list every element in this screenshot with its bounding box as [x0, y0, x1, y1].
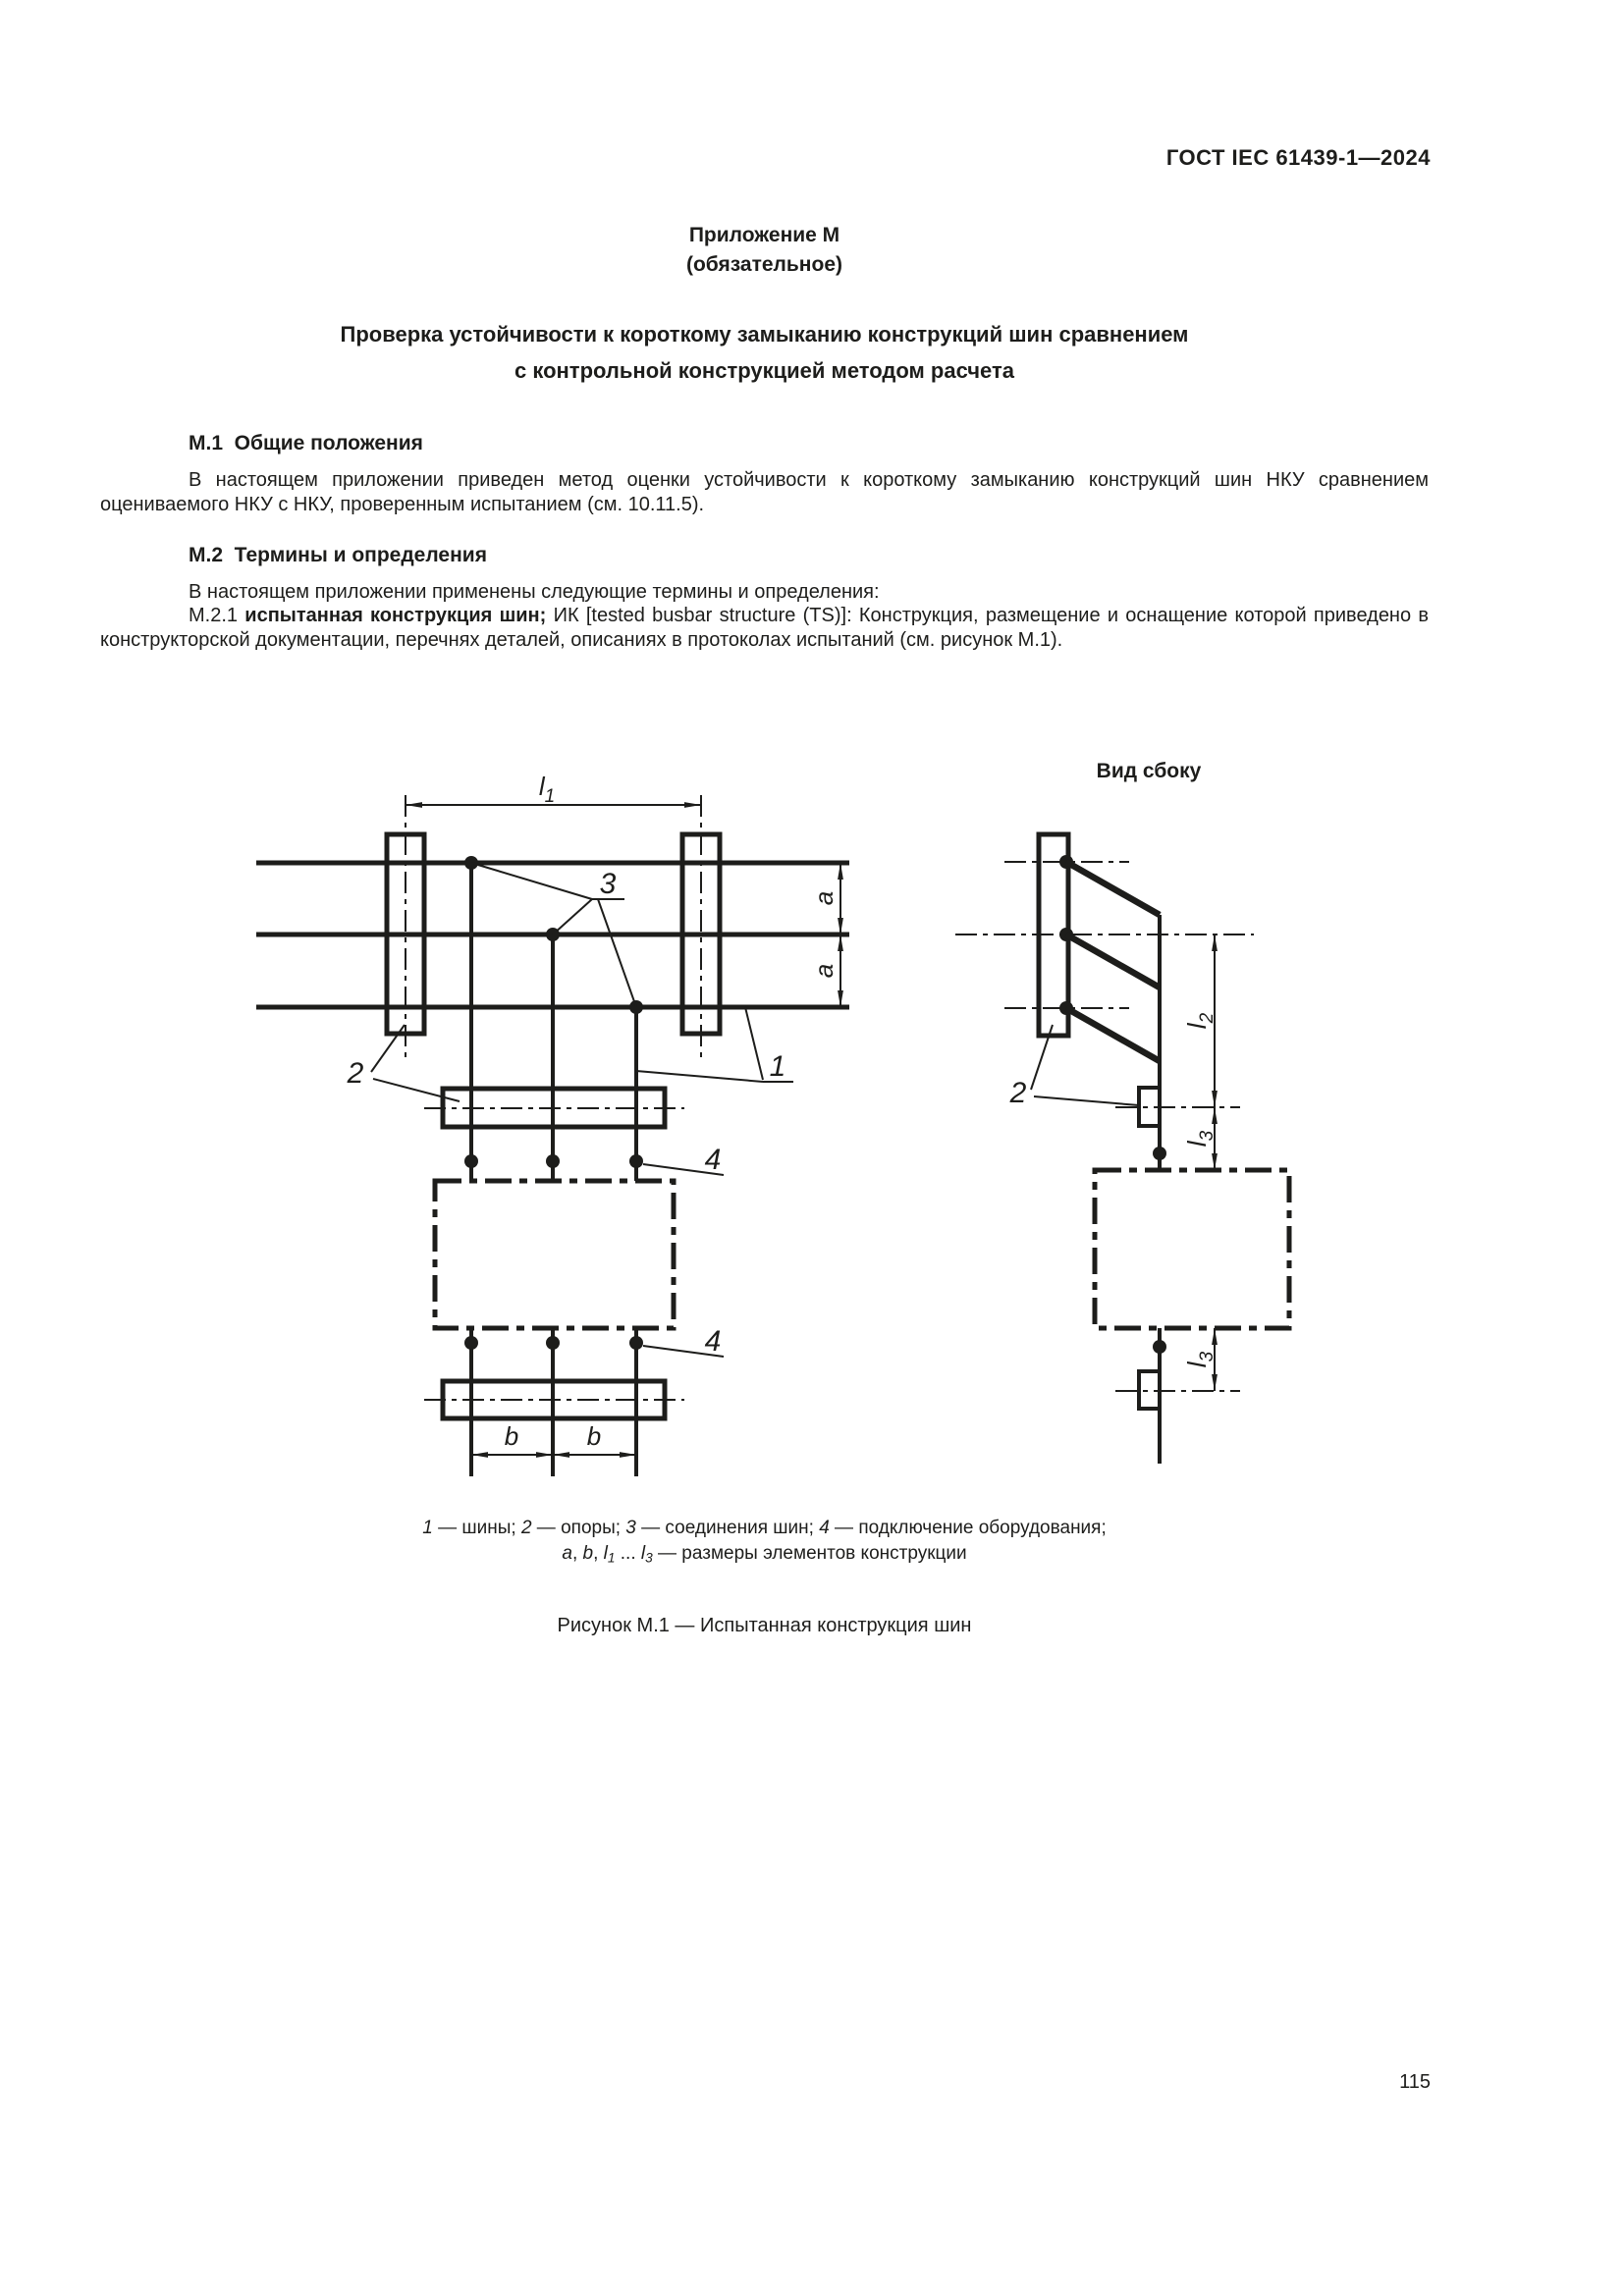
equipment-box-side — [1095, 1170, 1289, 1328]
m21-definition: ИК [tested busbar structure (TS)]: Конструкция, размещение и оснащение которой приведено в конструкторской документации, перечнях деталей, описаниях в протоколах испытаний (см. рисунок М.1). — [100, 605, 1429, 651]
heading-m2: М.2 Термины и определения — [189, 544, 487, 566]
equipment-connection-upper — [464, 1144, 724, 1176]
page-number: 115 — [1399, 2071, 1431, 2093]
caption-segment: — подключение оборудования; — [829, 1518, 1107, 1538]
equipment-box-front — [435, 1181, 674, 1328]
caption-segment: — размеры элементов конструкции — [652, 1543, 967, 1564]
side-support — [955, 834, 1254, 1036]
dimension-l1-label: $l_1$ — [538, 772, 556, 807]
side-small-support-lower — [1115, 1371, 1240, 1409]
caption-segment: ... — [615, 1543, 641, 1564]
caption-segment: — соединения шин; — [635, 1518, 820, 1538]
dimension-l3-lower-label: $l_3$ — [1182, 1351, 1218, 1368]
dimension-l2 — [1182, 934, 1218, 1107]
m21-number: М.2.1 — [189, 605, 245, 626]
m21-term: испытанная конструкция шин; — [244, 605, 547, 626]
figure-caption-line1 — [100, 1517, 1429, 1540]
caption-segment: 1 — [422, 1518, 433, 1538]
paragraph-m21 — [100, 604, 1429, 652]
caption-segment: 2 — [520, 1518, 532, 1538]
appendix-title-line2: с контрольной конструкцией методом расчета — [514, 358, 1014, 383]
caption-segment: l — [640, 1543, 646, 1564]
dimension-l3-lower — [1182, 1328, 1218, 1391]
appendix-title — [100, 316, 1429, 389]
page-header: ГОСТ IEC 61439-1—2024 — [1165, 145, 1431, 170]
dimension-b-label-2: b — [586, 1421, 602, 1451]
caption-segment: 3 — [625, 1518, 636, 1538]
caption-segment: — шины; — [432, 1518, 521, 1538]
appendix-label: Приложение М — [688, 224, 840, 246]
figure-title: Рисунок М.1 — Испытанная конструкция шин — [557, 1615, 972, 1636]
caption-segment: — опоры; — [531, 1518, 626, 1538]
side-view-title: Вид сбоку — [1096, 760, 1202, 782]
callout-4-lower-label: 4 — [704, 1325, 722, 1358]
side-busbars — [1066, 862, 1160, 1464]
side-small-support-upper — [1115, 1088, 1240, 1126]
caption-segment: , — [571, 1543, 583, 1564]
dimension-l2-label: $l_2$ — [1182, 1012, 1218, 1030]
figure-caption-line2 — [100, 1542, 1429, 1570]
dimension-a-label-1: a — [809, 890, 839, 906]
dimension-l1 — [406, 772, 701, 807]
paragraph-m2-intro: В настоящем приложении применены следующие термины и определения: — [189, 581, 880, 603]
caption-segment: 1 — [607, 1550, 616, 1566]
callout-1 — [636, 1007, 793, 1083]
caption-segment: a — [562, 1543, 572, 1564]
dimension-a-label-2: a — [809, 963, 839, 979]
figure-m1-drawing — [216, 754, 1306, 1502]
caption-segment: l — [603, 1543, 608, 1564]
side-connection-dot-upper — [1153, 1147, 1166, 1160]
callout-2-side-label: 2 — [1009, 1077, 1027, 1109]
heading-m1: М.1 Общие положения — [189, 432, 423, 454]
busbar-droppers — [471, 863, 636, 1476]
appendix-title-line1: Проверка устойчивости к короткому замыканию конструкций шин сравнением — [340, 322, 1189, 347]
callout-1-label: 1 — [769, 1050, 786, 1083]
caption-segment: 4 — [819, 1518, 830, 1538]
callout-3-label: 3 — [599, 868, 617, 900]
side-connection-dot-lower — [1153, 1340, 1166, 1354]
dimension-l3-upper-label: $l_3$ — [1182, 1130, 1218, 1148]
dimension-b-label-1: b — [504, 1421, 519, 1451]
caption-segment: b — [582, 1543, 594, 1564]
dimension-l3-upper — [1182, 1107, 1218, 1170]
appendix-type: (обязательное) — [685, 253, 842, 276]
callout-2-front-label: 2 — [347, 1057, 364, 1090]
caption-segment: , — [593, 1543, 604, 1564]
callout-4-upper-label: 4 — [704, 1144, 722, 1176]
paragraph-m1: В настоящем приложении приведен метод оценки устойчивости к короткому замыканию конструкций шин НКУ сравнением оцениваемого НКУ с НКУ, проверенным испытанием (см. 10.11.5). — [100, 469, 1429, 515]
caption-segment: 3 — [645, 1550, 653, 1566]
